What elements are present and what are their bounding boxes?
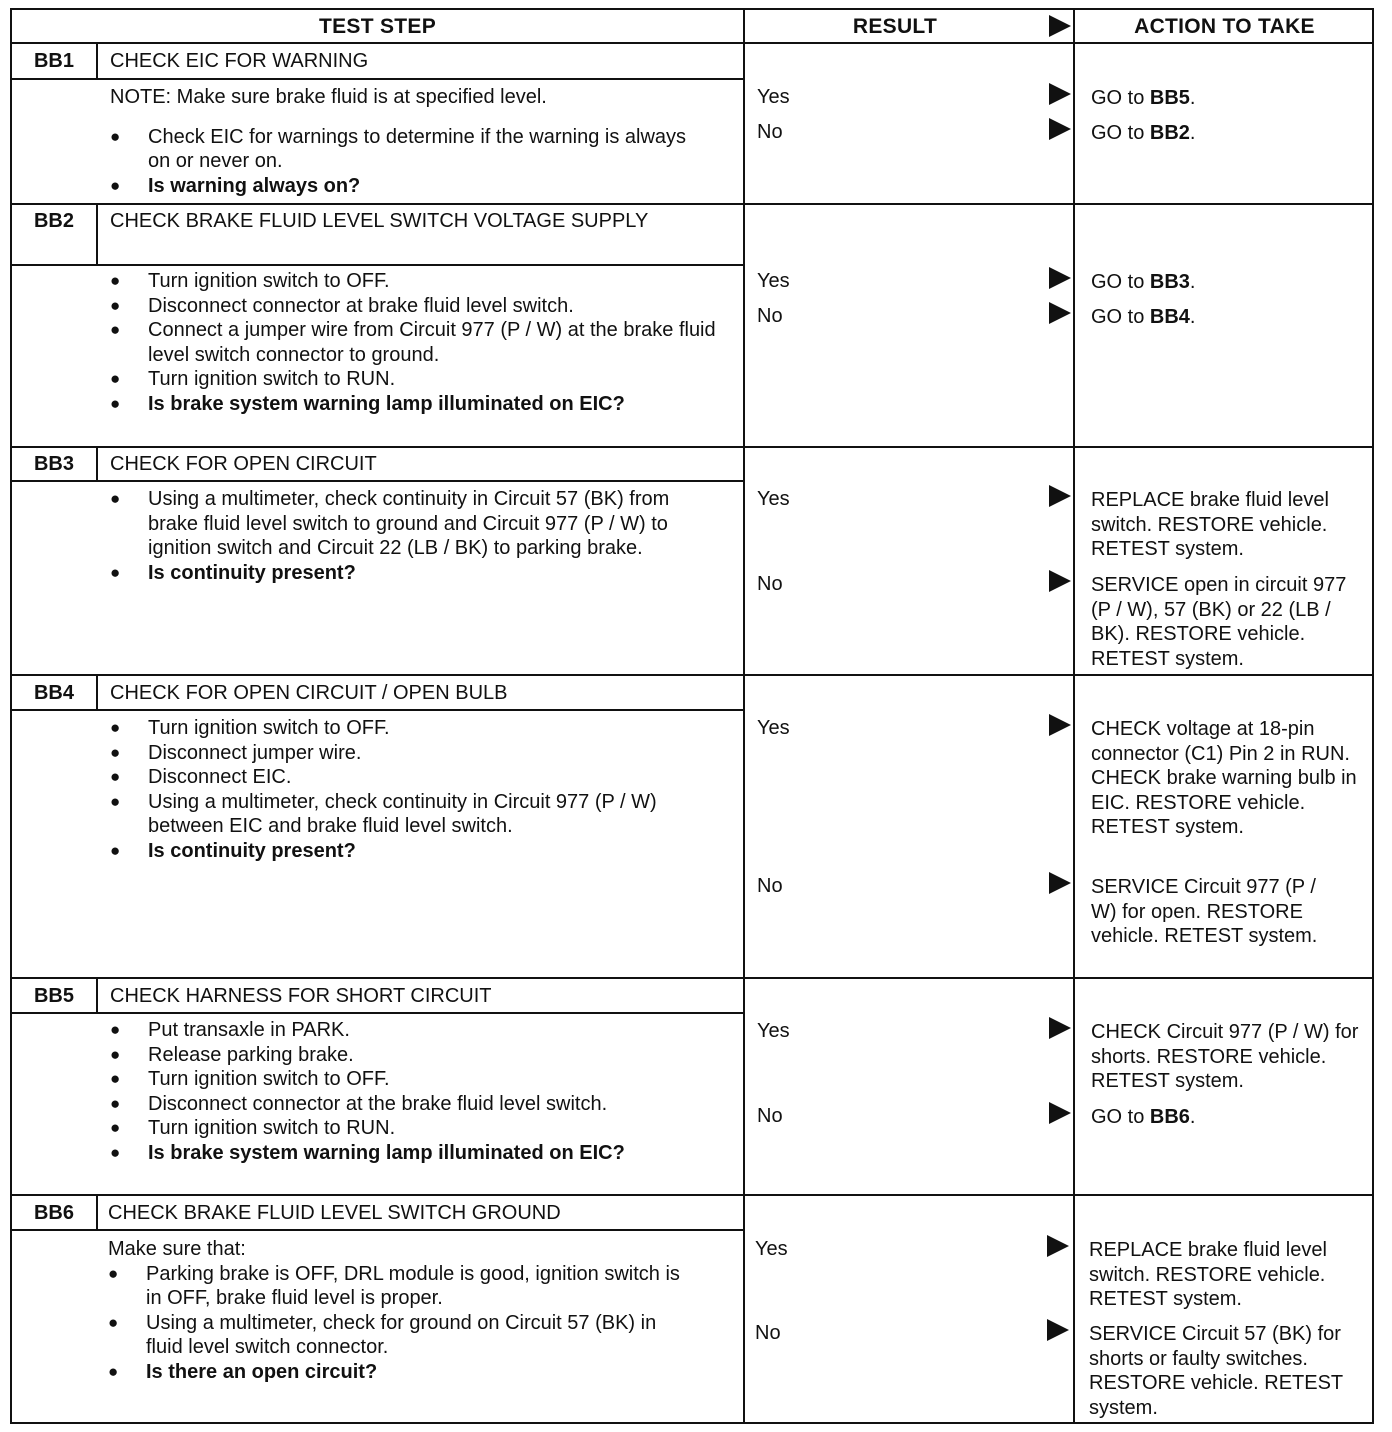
step-instruction: ● Disconnect EIC. — [110, 765, 710, 790]
step-instruction: ● Using a multimeter, check for ground on Circuit 57 (BK) in fluid level switch connector. — [108, 1311, 698, 1360]
id-divider — [96, 979, 98, 1013]
arrow-icon — [1047, 1235, 1069, 1257]
step-reference: BB3 — [1149, 271, 1190, 293]
id-divider — [96, 44, 98, 79]
arrow-icon — [1049, 570, 1071, 592]
header-divider — [12, 42, 1372, 44]
title-divider — [12, 78, 743, 80]
step-title: CHECK BRAKE FLUID LEVEL SWITCH VOLTAGE SUPPLY — [110, 210, 649, 232]
step-instruction: ● Turn ignition switch to RUN. — [110, 1116, 735, 1141]
arrow-icon — [1047, 1319, 1069, 1341]
step-instruction: ● Parking brake is OFF, DRL module is good, ignition switch is in OFF, brake fluid level is proper. — [108, 1262, 698, 1311]
step-question: ● Is brake system warning lamp illuminated on EIC? — [110, 392, 658, 417]
step-question: ● Is brake system warning lamp illuminated on EIC? — [110, 1141, 658, 1166]
result-no: No — [755, 1322, 781, 1344]
step-body — [110, 269, 720, 416]
result-no: No — [757, 875, 783, 897]
arrow-icon — [1049, 83, 1071, 105]
result-no: No — [757, 305, 783, 327]
action-no: SERVICE open in circuit 977 (P / W), 57 (BK) or 22 (LB / BK). RESTORE vehicle. RETEST system. — [1091, 574, 1347, 670]
action-yes: CHECK Circuit 977 (P / W) for shorts. RESTORE vehicle. RETEST system. — [1091, 1021, 1359, 1092]
title-divider — [12, 1012, 743, 1014]
step-title: CHECK FOR OPEN CIRCUIT / OPEN BULB — [110, 682, 508, 704]
step-reference: BB4 — [1149, 306, 1190, 328]
id-divider — [96, 676, 98, 710]
step-divider — [12, 977, 1372, 979]
step-divider — [12, 446, 1372, 448]
action-no: GO to BB6. — [1091, 1106, 1196, 1128]
step-instruction: ● Put transaxle in PARK. — [110, 1018, 735, 1043]
column-divider-action — [1073, 10, 1075, 1422]
arrow-icon — [1049, 302, 1071, 324]
arrow-icon — [1049, 1102, 1071, 1124]
step-instruction: ● Disconnect connector at the brake fluid level switch. — [110, 1092, 735, 1117]
arrow-icon — [1049, 485, 1071, 507]
header-action: ACTION TO TAKE — [1134, 14, 1315, 38]
step-note: NOTE: Make sure brake fluid is at specified level. — [110, 86, 547, 108]
step-instruction: ● Disconnect connector at brake fluid level switch. — [110, 294, 720, 319]
arrow-icon — [1049, 118, 1071, 140]
result-no: No — [757, 121, 783, 143]
step-reference: BB5 — [1149, 87, 1190, 109]
step-id: BB3 — [33, 453, 74, 475]
step-lead: Make sure that: — [108, 1238, 246, 1260]
step-title: CHECK FOR OPEN CIRCUIT — [110, 453, 377, 475]
result-yes: Yes — [757, 717, 790, 739]
result-yes: Yes — [757, 270, 790, 292]
step-body — [110, 85, 710, 198]
step-instruction: ● Turn ignition switch to OFF. — [110, 269, 720, 294]
step-instruction: ● Release parking brake. — [110, 1043, 735, 1068]
step-instruction: ● Turn ignition switch to RUN. — [110, 367, 720, 392]
step-instruction: ● Turn ignition switch to OFF. — [110, 1067, 735, 1092]
step-body — [110, 1018, 735, 1165]
step-id: BB1 — [33, 50, 74, 72]
step-id: BB6 — [33, 1202, 74, 1224]
arrow-icon — [1049, 714, 1071, 736]
step-id: BB4 — [33, 682, 74, 704]
step-instruction: ● Using a multimeter, check continuity in Circuit 57 (BK) from brake fluid level switch to ground and Circuit 977 (P / W) to ignition switch and Circuit 22 (LB / BK) to parking brake. — [110, 487, 690, 561]
step-divider — [12, 674, 1372, 676]
header-arrow-icon — [1049, 15, 1071, 37]
action-no: GO to BB4. — [1091, 306, 1196, 328]
arrow-icon — [1049, 267, 1071, 289]
action-yes: REPLACE brake fluid level switch. RESTORE vehicle. RETEST system. — [1091, 489, 1329, 560]
step-id: BB2 — [33, 210, 74, 232]
id-divider — [96, 1196, 98, 1230]
diagnostic-table — [10, 8, 1374, 1424]
step-question: ● Is there an open circuit? — [108, 1360, 698, 1385]
step-title: CHECK EIC FOR WARNING — [110, 50, 369, 72]
header-test-step: TEST STEP — [318, 14, 437, 38]
result-yes: Yes — [757, 86, 790, 108]
step-instruction: ● Using a multimeter, check continuity in Circuit 977 (P / W) between EIC and brake fluid level switch. — [110, 790, 710, 839]
arrow-icon — [1049, 872, 1071, 894]
step-instruction: ● Check EIC for warnings to determine if the warning is always on or never on. — [110, 125, 710, 174]
step-body — [110, 487, 690, 585]
step-question: ● Is warning always on? — [110, 174, 710, 199]
step-question: ● Is continuity present? — [110, 839, 710, 864]
title-divider — [12, 1229, 743, 1231]
id-divider — [96, 205, 98, 265]
step-reference: BB2 — [1149, 122, 1190, 144]
step-title: CHECK HARNESS FOR SHORT CIRCUIT — [110, 985, 492, 1007]
id-divider — [96, 448, 98, 481]
step-body — [108, 1237, 698, 1384]
column-divider-result — [743, 10, 745, 1422]
arrow-icon — [1049, 1017, 1071, 1039]
step-reference: BB6 — [1149, 1106, 1190, 1128]
action-yes: REPLACE brake fluid level switch. RESTORE vehicle. RETEST system. — [1089, 1239, 1327, 1310]
header-result: RESULT — [852, 14, 938, 38]
action-yes: CHECK voltage at 18-pin connector (C1) Pin 2 in RUN. CHECK brake warning bulb in EIC. RESTORE vehicle. RETEST system. — [1091, 718, 1357, 838]
step-instruction: ● Disconnect jumper wire. — [110, 741, 710, 766]
action-yes: GO to BB5. — [1091, 87, 1196, 109]
action-yes: GO to BB3. — [1091, 271, 1196, 293]
step-divider — [12, 203, 1372, 205]
step-title: CHECK BRAKE FLUID LEVEL SWITCH GROUND — [108, 1202, 561, 1224]
step-instruction: ● Connect a jumper wire from Circuit 977 (P / W) at the brake fluid level switch connector to ground. — [110, 318, 720, 367]
step-body — [110, 716, 710, 863]
result-yes: Yes — [757, 1020, 790, 1042]
result-no: No — [757, 573, 783, 595]
action-no: SERVICE Circuit 977 (P / W) for open. RESTORE vehicle. RETEST system. — [1091, 876, 1318, 947]
title-divider — [12, 264, 743, 266]
step-divider — [12, 1194, 1372, 1196]
result-yes: Yes — [755, 1238, 788, 1260]
action-no: SERVICE Circuit 57 (BK) for shorts or faulty switches. RESTORE vehicle. RETEST system. — [1089, 1323, 1343, 1419]
step-question: ● Is continuity present? — [110, 561, 690, 586]
result-no: No — [757, 1105, 783, 1127]
title-divider — [12, 480, 743, 482]
result-yes: Yes — [757, 488, 790, 510]
step-instruction: ● Turn ignition switch to OFF. — [110, 716, 710, 741]
title-divider — [12, 709, 743, 711]
step-id: BB5 — [33, 985, 74, 1007]
action-no: GO to BB2. — [1091, 122, 1196, 144]
